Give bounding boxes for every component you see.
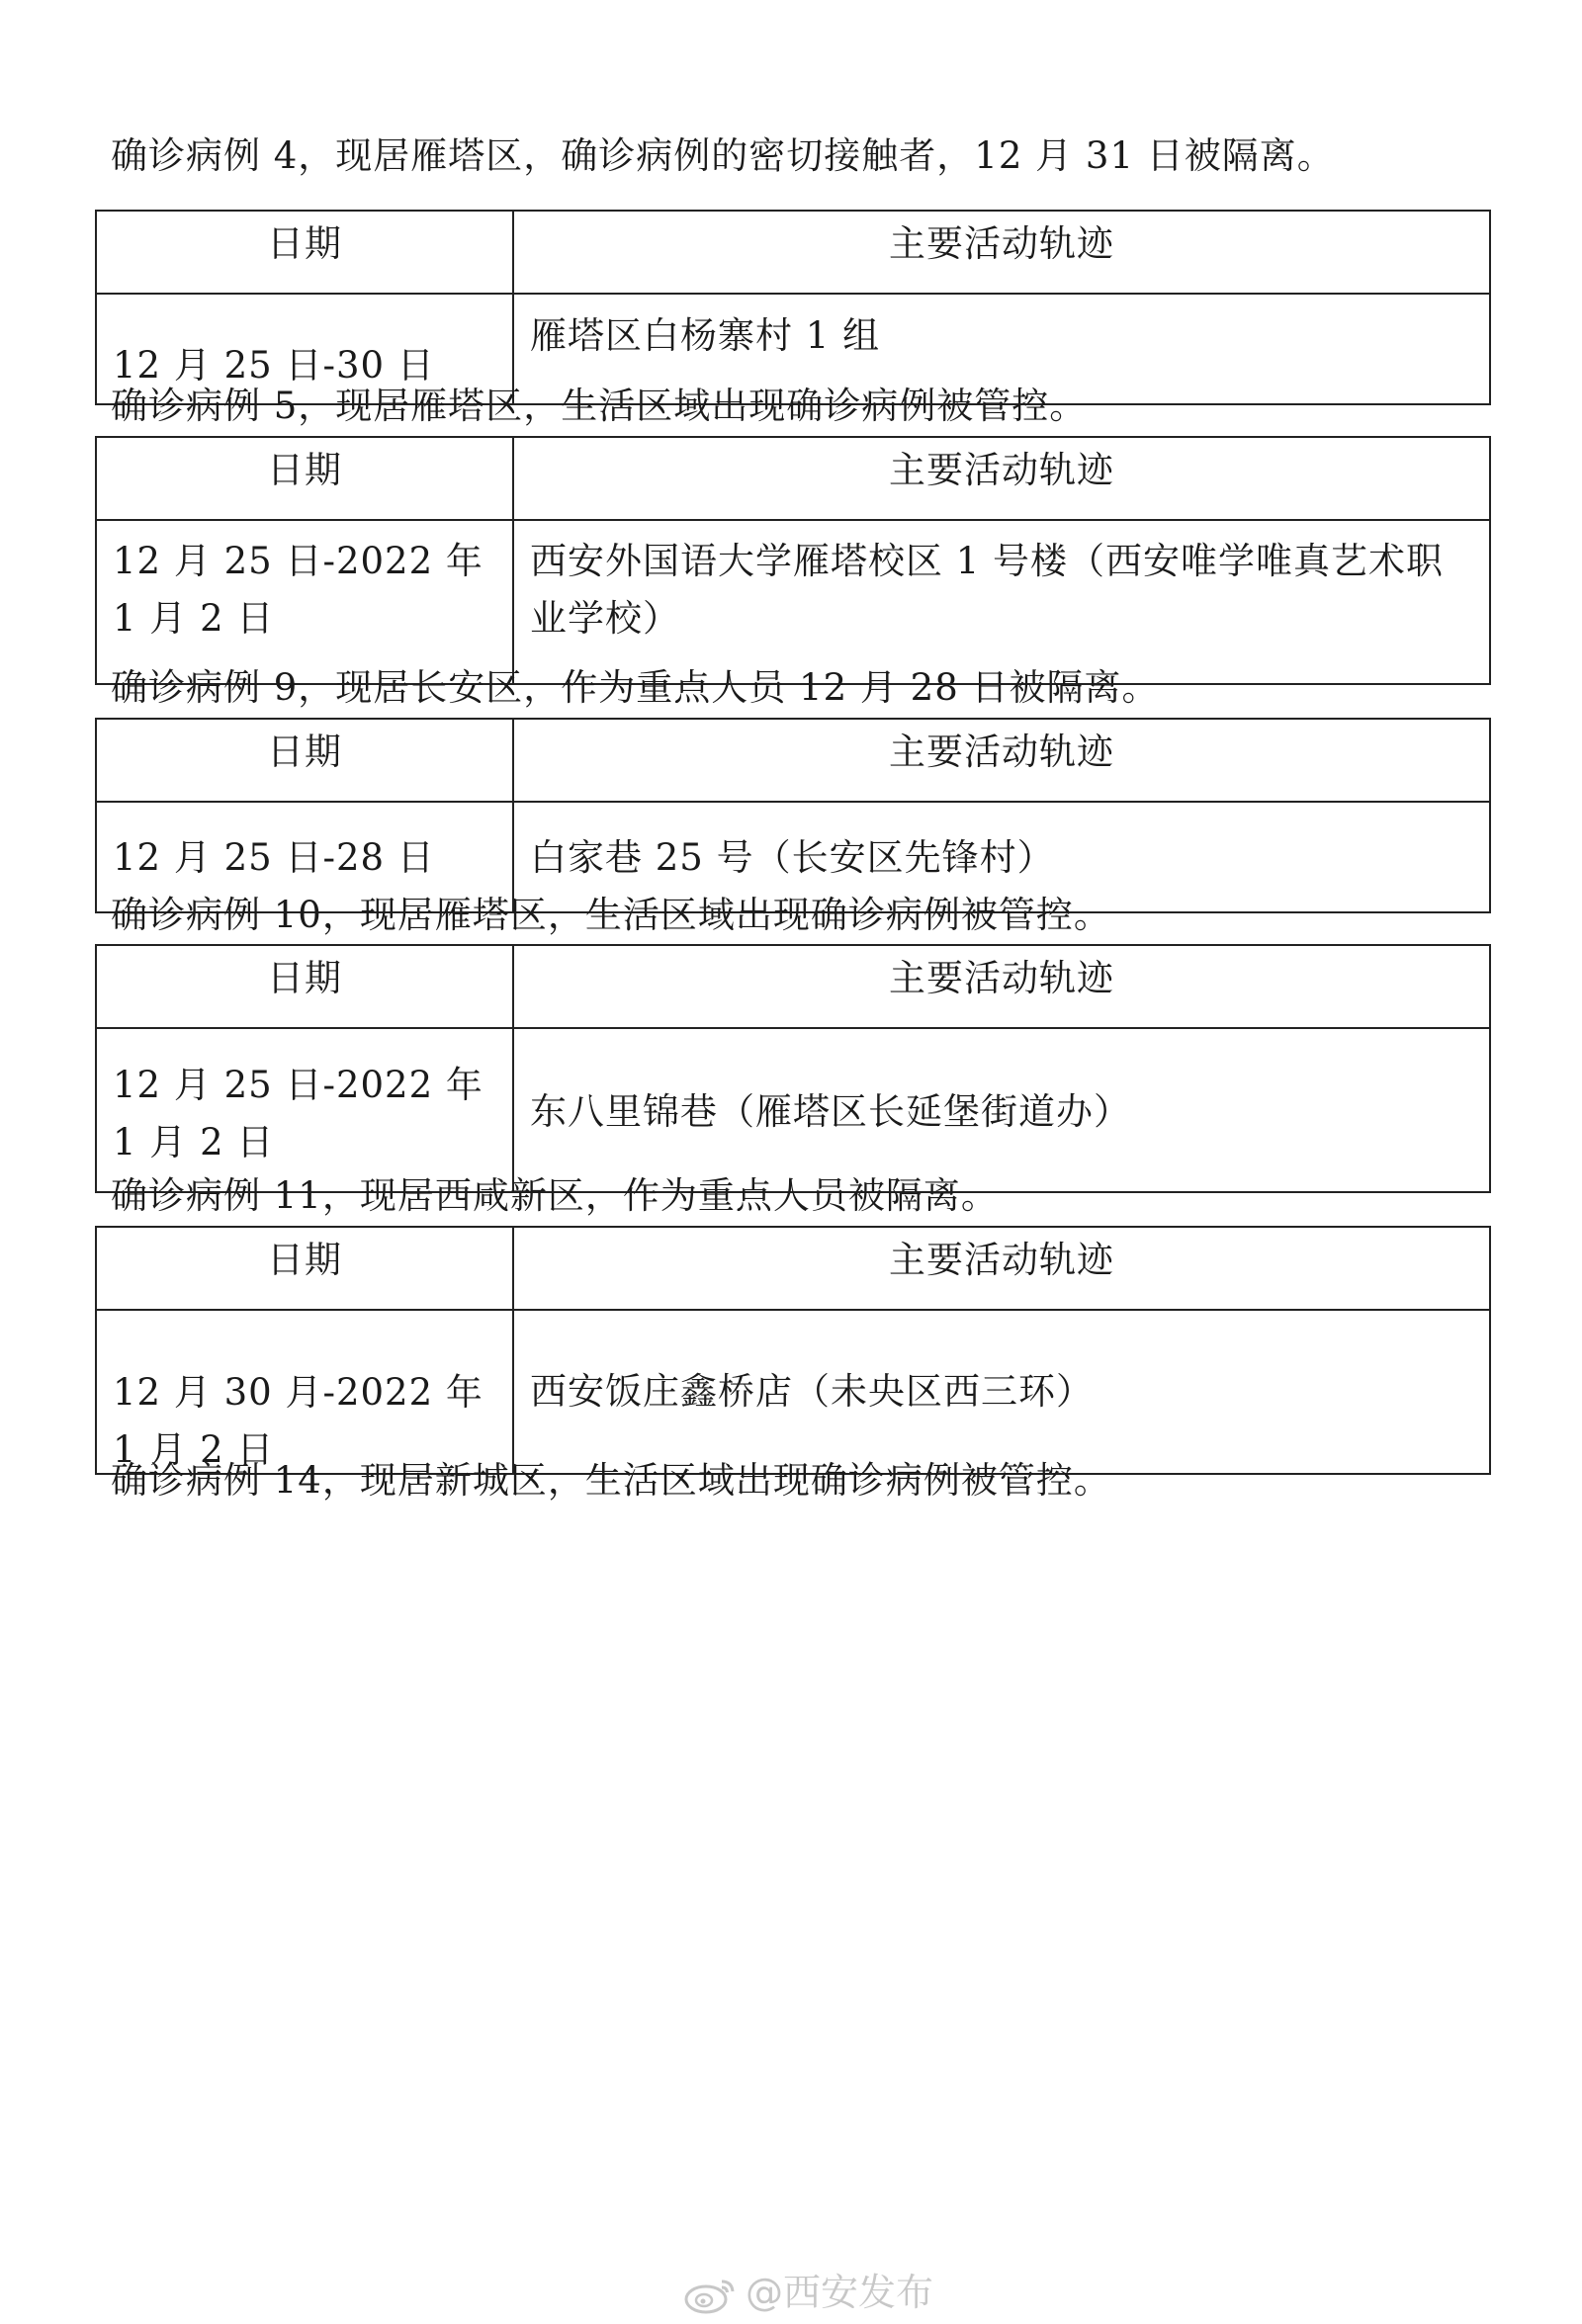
table-header-row bbox=[96, 945, 1490, 1028]
case-10-table bbox=[95, 944, 1491, 1193]
header-date: 日期 bbox=[96, 719, 513, 802]
route-text: 东八里锦巷（雁塔区长延堡街道办） bbox=[530, 1090, 1131, 1133]
header-route: 主要活动轨迹 bbox=[513, 211, 1490, 294]
header-route: 主要活动轨迹 bbox=[513, 1227, 1490, 1310]
table-header-row bbox=[96, 211, 1490, 294]
case-14-intro: 确诊病例 14，现居新城区，生活区域出现确诊病例被管控。 bbox=[111, 1459, 1111, 1502]
date-cell bbox=[96, 1310, 513, 1474]
date-text: 12 月 25 日-30 日 bbox=[113, 344, 435, 387]
date-text: 12 月 25 日-2022 年 1 月 2 日 bbox=[113, 540, 483, 640]
table-row bbox=[96, 1028, 1490, 1192]
date-text: 12 月 30 月-2022 年 1 月 2 日 bbox=[113, 1371, 483, 1471]
weibo-watermark bbox=[682, 2262, 933, 2316]
header-date: 日期 bbox=[96, 211, 513, 294]
route-cell bbox=[513, 1310, 1490, 1474]
header-route: 主要活动轨迹 bbox=[513, 945, 1490, 1028]
case-11-table bbox=[95, 1226, 1491, 1475]
route-text: 西安外国语大学雁塔校区 1 号楼（西安唯学唯真艺术职业学校） bbox=[530, 540, 1445, 640]
header-date: 日期 bbox=[96, 945, 513, 1028]
table-row bbox=[96, 1310, 1490, 1474]
case-9-intro: 确诊病例 9，现居长安区，作为重点人员 12 月 28 日被隔离。 bbox=[111, 666, 1160, 709]
weibo-logo-icon bbox=[682, 2276, 740, 2315]
header-route: 主要活动轨迹 bbox=[513, 437, 1490, 520]
case-9-table bbox=[95, 718, 1491, 913]
table-header-row bbox=[96, 437, 1490, 520]
case-4-table bbox=[95, 210, 1491, 405]
case-5-intro: 确诊病例 5，现居雁塔区，生活区域出现确诊病例被管控。 bbox=[111, 385, 1088, 427]
header-date: 日期 bbox=[96, 437, 513, 520]
header-route: 主要活动轨迹 bbox=[513, 719, 1490, 802]
watermark-text: @西安发布 bbox=[746, 2271, 934, 2314]
header-date: 日期 bbox=[96, 1227, 513, 1310]
route-text: 西安饭庄鑫桥店（未央区西三环） bbox=[530, 1370, 1094, 1413]
case-4-intro: 确诊病例 4，现居雁塔区，确诊病例的密切接触者，12 月 31 日被隔离。 bbox=[111, 134, 1335, 177]
date-text: 12 月 25 日-28 日 bbox=[113, 836, 435, 879]
date-cell bbox=[96, 520, 513, 684]
date-cell bbox=[96, 1028, 513, 1192]
date-text: 12 月 25 日-2022 年 1 月 2 日 bbox=[113, 1064, 483, 1163]
route-cell bbox=[513, 520, 1490, 684]
route-cell bbox=[513, 1028, 1490, 1192]
case-10-intro: 确诊病例 10，现居雁塔区，生活区域出现确诊病例被管控。 bbox=[111, 894, 1111, 936]
table-row bbox=[96, 520, 1490, 684]
table-header-row bbox=[96, 1227, 1490, 1310]
case-5-table bbox=[95, 436, 1491, 685]
table-header-row bbox=[96, 719, 1490, 802]
route-text: 白家巷 25 号（长安区先锋村） bbox=[530, 836, 1055, 879]
route-text: 雁塔区白杨寨村 1 组 bbox=[530, 314, 881, 357]
case-11-intro: 确诊病例 11，现居西咸新区，作为重点人员被隔离。 bbox=[111, 1174, 999, 1217]
